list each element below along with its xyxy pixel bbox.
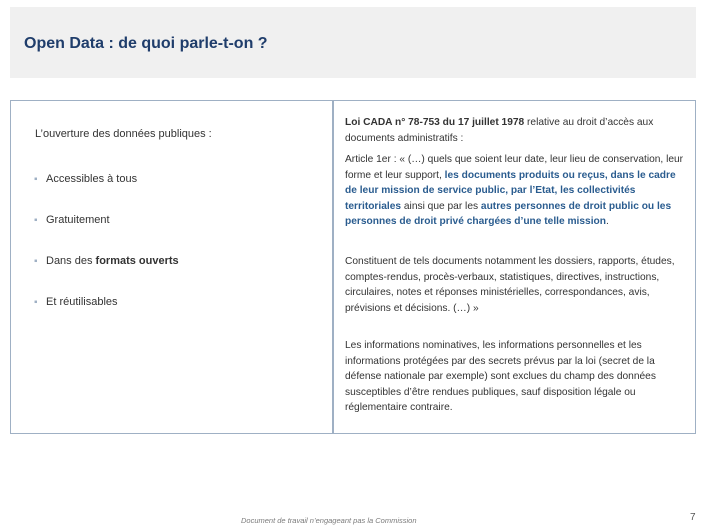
constituent-text: Constituent de tels documents notamment les dossiers, rapports, études, comptes-rendus, procès-verbaux, statistiques, directives, instructions, circulaires, notes et réponses ministérielles, correspondances, avis, prévisions et décisions. (…) » (345, 256, 675, 314)
intro-text: L’ouverture des données publiques : (35, 128, 212, 140)
page-number: 7 (690, 512, 696, 523)
bullet-item (34, 296, 118, 308)
article-highlight: autres personnes de droit public ou les personnes de droit privé chargées d’une telle mission (345, 200, 672, 227)
article-part: Article 1er : « (…) quels que soient leur date, leur lieu de conservation, leur forme et leur support, (345, 154, 684, 181)
article-text (345, 152, 685, 230)
law-title: Loi CADA n° 78-753 du 17 juillet 1978 (345, 117, 525, 128)
article-highlight: les documents produits ou reçus, dans le cadre de leur mission de service public, par l’Etat, les collectivités territoriales (345, 169, 676, 212)
bullet-icon: ▪ (34, 297, 38, 308)
article-part: . (606, 216, 609, 227)
exclusions-text: Les informations nominatives, les informations personnelles et les informations protégées par des secrets prévus par la loi (secret de la défense nationale par exemple) sont exclues du champ des données susceptibles d’être rendues publiques, sauf disposition légale ou réglementaire contraire. (345, 340, 656, 413)
bullet-item (34, 255, 179, 267)
right-panel (333, 100, 696, 434)
bullet-icon: ▪ (34, 256, 38, 267)
bullet-text-prefix: Dans des (46, 255, 96, 267)
bullet-text: Accessibles à tous (46, 173, 138, 185)
bullet-item (34, 214, 110, 226)
bullet-icon: ▪ (34, 215, 38, 226)
article-part: ainsi que par les (401, 200, 481, 212)
bullet-item (34, 173, 137, 185)
left-panel (10, 100, 333, 434)
footer-disclaimer: Document de travail n’engageant pas la Commission (241, 516, 417, 525)
bullet-text: Gratuitement (46, 214, 110, 226)
bullet-text-bold: formats ouverts (95, 255, 179, 267)
bullet-icon: ▪ (34, 174, 38, 185)
page-title: Open Data : de quoi parle-t-on ? (24, 35, 268, 52)
law-reference (345, 115, 685, 146)
bullet-text: Et réutilisables (46, 296, 118, 308)
law-description: relative au droit d’accès aux documents administratifs : (345, 117, 654, 144)
